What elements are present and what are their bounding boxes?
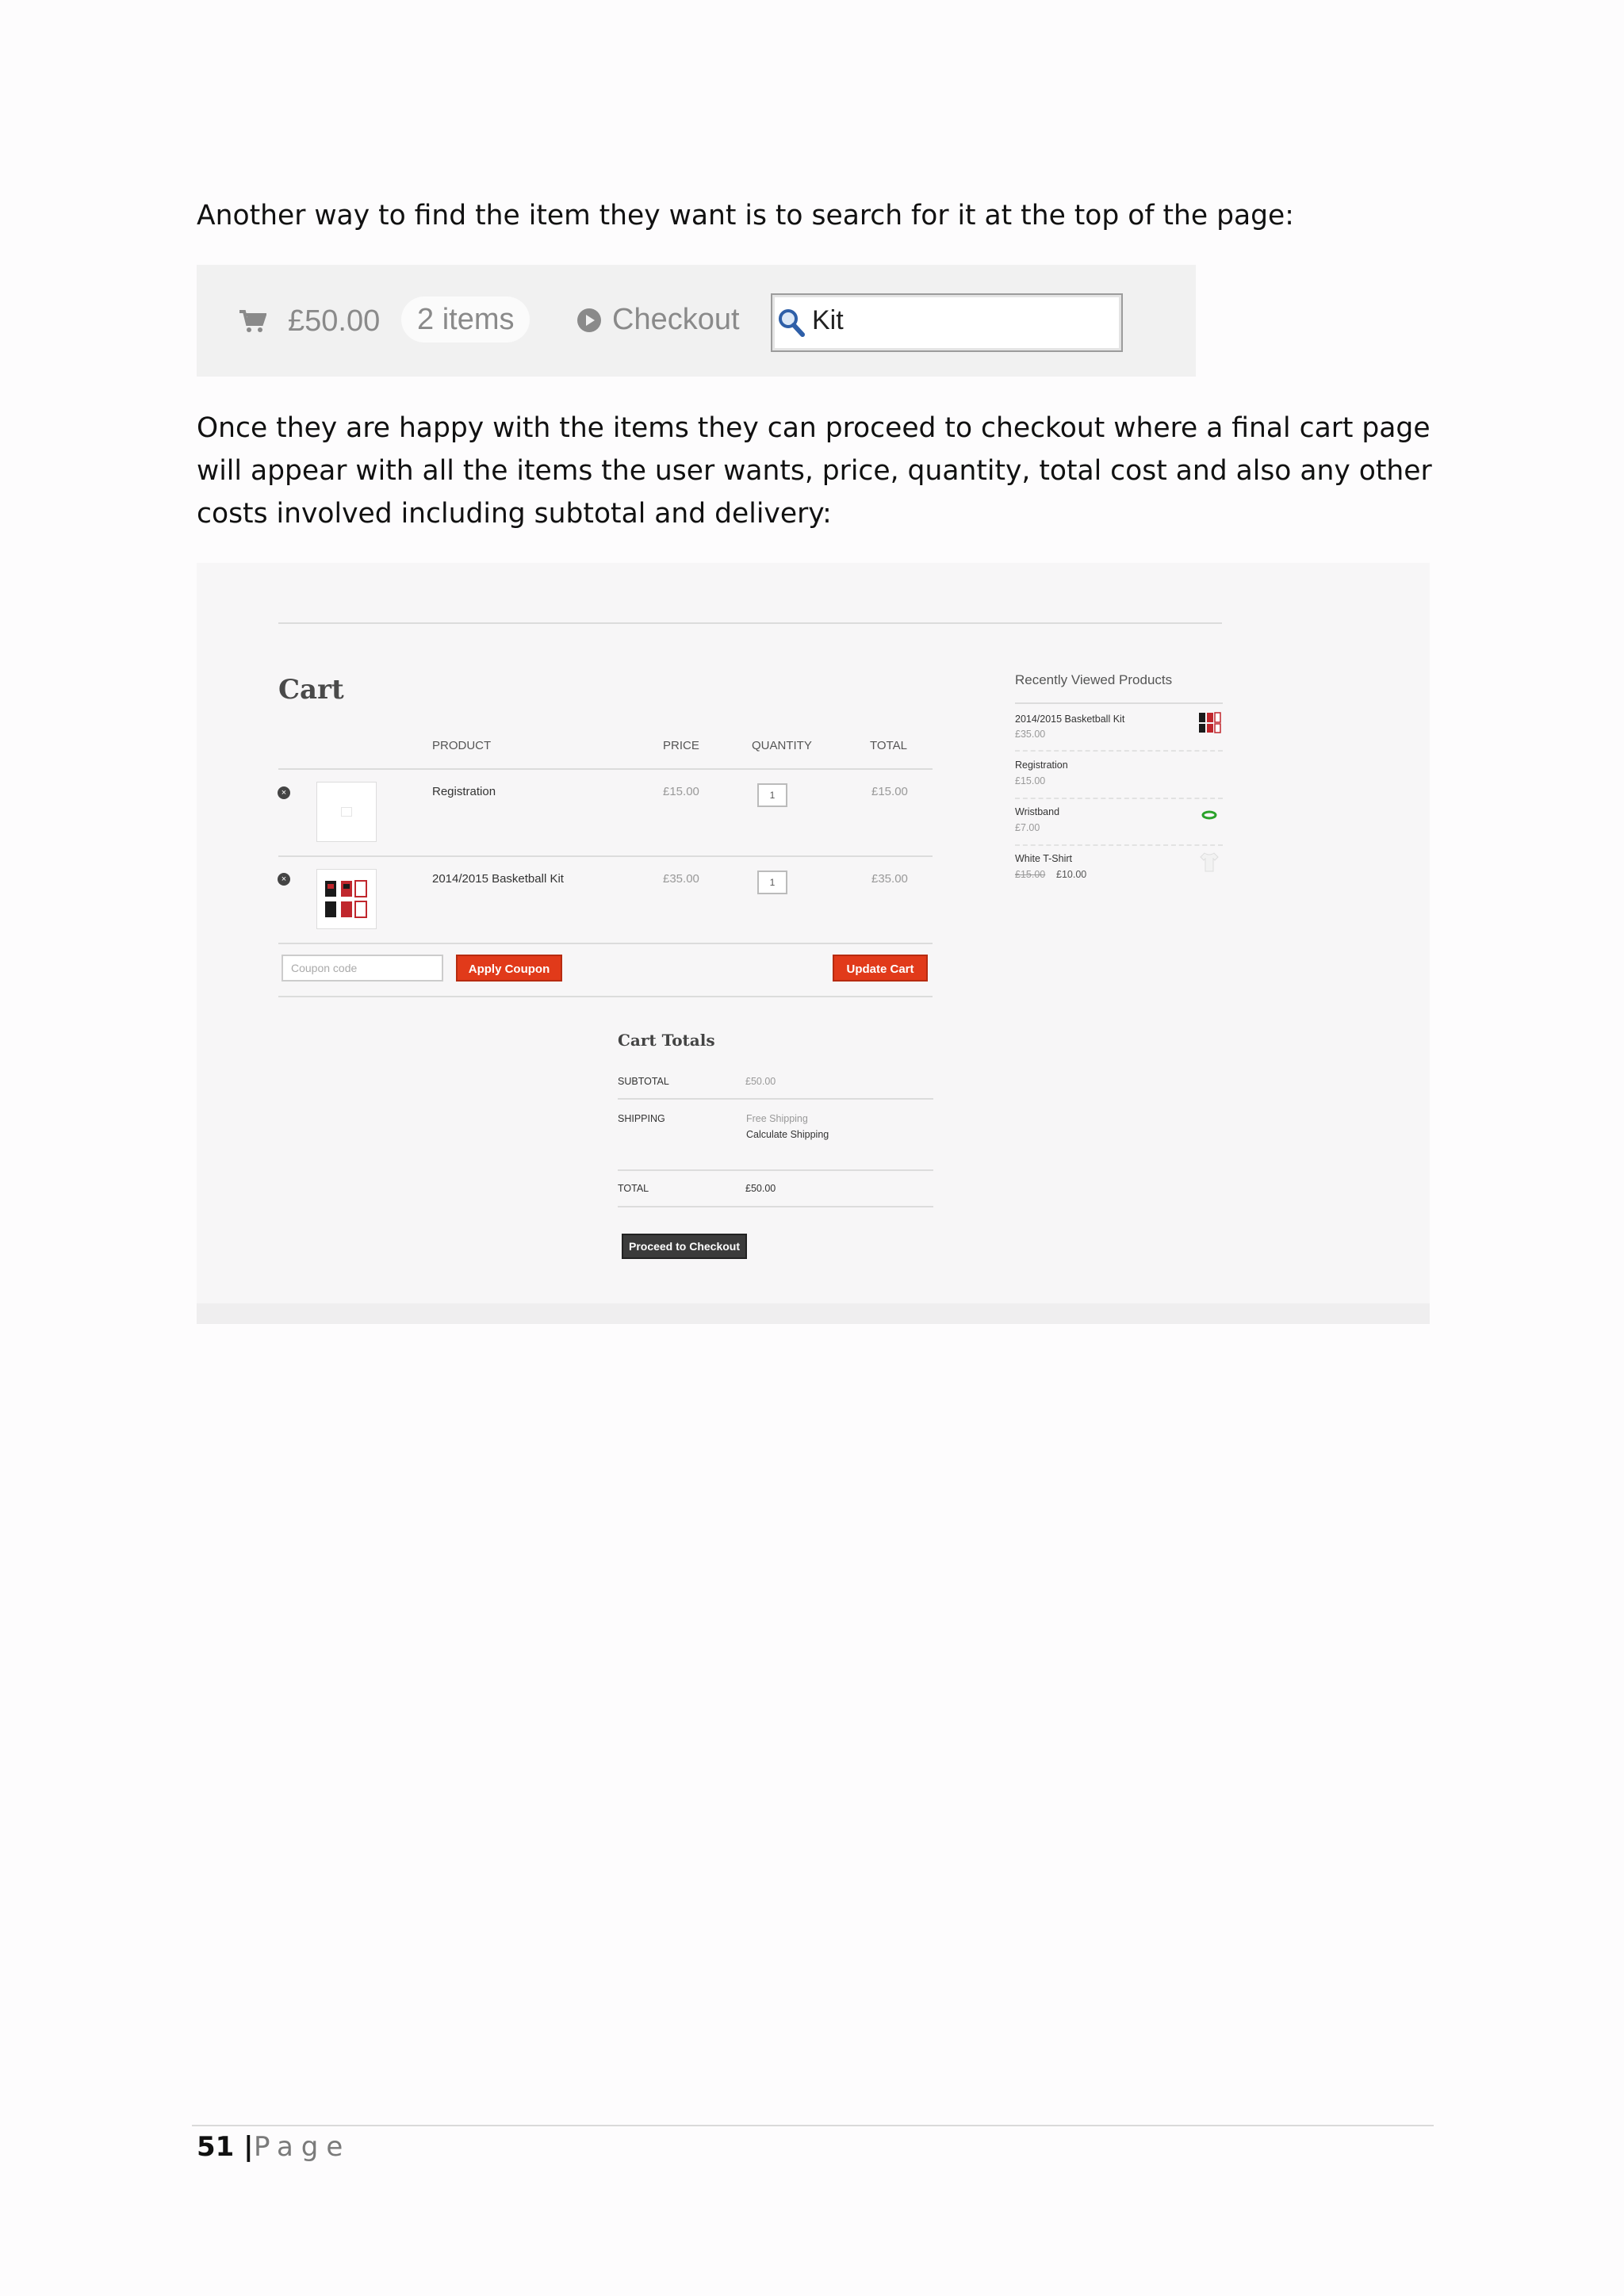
divider xyxy=(278,622,1222,624)
checkout-label: Checkout xyxy=(612,303,740,336)
line-total: £35.00 xyxy=(871,872,908,886)
recent-product-old-price: £15.00 xyxy=(1015,869,1046,880)
cart-items-count[interactable]: 2 items xyxy=(401,297,530,342)
mini-cart-bar xyxy=(197,265,1196,377)
product-name-link[interactable]: 2014/2015 Basketball Kit xyxy=(432,872,564,886)
search-value: Kit xyxy=(812,305,844,335)
divider xyxy=(278,855,933,857)
product-thumbnail[interactable] xyxy=(316,782,377,842)
play-circle-icon xyxy=(577,308,601,332)
product-price: £15.00 xyxy=(663,785,699,798)
recently-viewed-title: Recently Viewed Products xyxy=(1015,672,1173,687)
header-total: TOTAL xyxy=(870,739,907,752)
header-quantity: QUANTITY xyxy=(752,739,812,752)
divider xyxy=(618,1098,933,1100)
t-shirt-icon[interactable] xyxy=(1197,850,1221,874)
cart-page-screenshot xyxy=(197,563,1430,1324)
divider xyxy=(1015,844,1223,846)
search-input[interactable] xyxy=(771,293,1123,352)
cart-title: Cart xyxy=(278,674,344,706)
recent-product-link[interactable]: White T-Shirt xyxy=(1015,853,1073,864)
product-name-link[interactable]: Registration xyxy=(432,785,496,798)
wristband-icon[interactable] xyxy=(1197,803,1221,827)
update-cart-button[interactable]: Update Cart xyxy=(833,955,928,982)
proceed-to-checkout-button[interactable]: Proceed to Checkout xyxy=(622,1234,747,1259)
page-number-value: 51 xyxy=(197,2131,235,2163)
cart-icon[interactable] xyxy=(238,308,266,334)
basketball-kit-icon xyxy=(317,870,376,928)
placeholder-image-icon xyxy=(341,807,352,817)
cart-totals-title: Cart Totals xyxy=(618,1031,715,1050)
total-value: £50.00 xyxy=(745,1183,776,1194)
checkout-link[interactable] xyxy=(577,303,740,337)
product-price: £35.00 xyxy=(663,872,699,886)
subtotal-label: SUBTOTAL xyxy=(618,1076,669,1087)
product-thumbnail[interactable] xyxy=(316,869,377,929)
cart-total-link[interactable]: £50.00 xyxy=(288,304,381,338)
checkout-paragraph: Once they are happy with the items they can proceed to checkout where a final cart page will appear with all the items the user wants, price, quantity, total cost and also any other costs involved including subtotal and delivery: xyxy=(197,412,1432,530)
divider xyxy=(618,1206,933,1207)
search-icon xyxy=(777,308,806,338)
quantity-input[interactable]: 1 xyxy=(757,871,787,894)
recent-product-price: £35.00 xyxy=(1015,729,1046,740)
divider xyxy=(1015,702,1223,704)
coupon-input[interactable]: Coupon code xyxy=(282,955,443,982)
intro-paragraph: Another way to find the item they want is to search for it at the top of the page: xyxy=(197,200,1294,232)
recent-product-link[interactable]: Registration xyxy=(1015,760,1068,771)
remove-item-icon[interactable]: × xyxy=(278,786,290,799)
page-label: Page xyxy=(254,2131,351,2163)
total-label: TOTAL xyxy=(618,1183,649,1194)
divider xyxy=(278,768,933,770)
calculate-shipping-link[interactable]: Calculate Shipping xyxy=(746,1129,829,1140)
subtotal-value: £50.00 xyxy=(745,1076,776,1087)
apply-coupon-button[interactable]: Apply Coupon xyxy=(456,955,562,982)
recent-product-price: £10.00 xyxy=(1056,869,1087,880)
remove-item-icon[interactable]: × xyxy=(278,873,290,886)
divider xyxy=(1015,798,1223,799)
screenshot-bottom-edge xyxy=(197,1303,1430,1324)
header-product: PRODUCT xyxy=(432,739,492,752)
basketball-kit-icon[interactable] xyxy=(1197,710,1221,734)
divider xyxy=(278,943,933,944)
recent-product-price: £7.00 xyxy=(1015,822,1040,833)
footer-divider xyxy=(192,2125,1434,2126)
shipping-value: Free Shipping xyxy=(746,1113,808,1124)
recent-product-price: £15.00 xyxy=(1015,775,1046,786)
divider xyxy=(1015,750,1223,752)
recent-product-link[interactable]: 2014/2015 Basketball Kit xyxy=(1015,714,1125,725)
header-price: PRICE xyxy=(663,739,699,752)
divider xyxy=(618,1169,933,1171)
page-separator: | xyxy=(243,2131,254,2163)
divider xyxy=(278,996,933,997)
page-number xyxy=(197,2131,254,2163)
line-total: £15.00 xyxy=(871,785,908,798)
recent-product-link[interactable]: Wristband xyxy=(1015,806,1060,817)
quantity-input[interactable]: 1 xyxy=(757,783,787,807)
shipping-label: SHIPPING xyxy=(618,1113,665,1124)
